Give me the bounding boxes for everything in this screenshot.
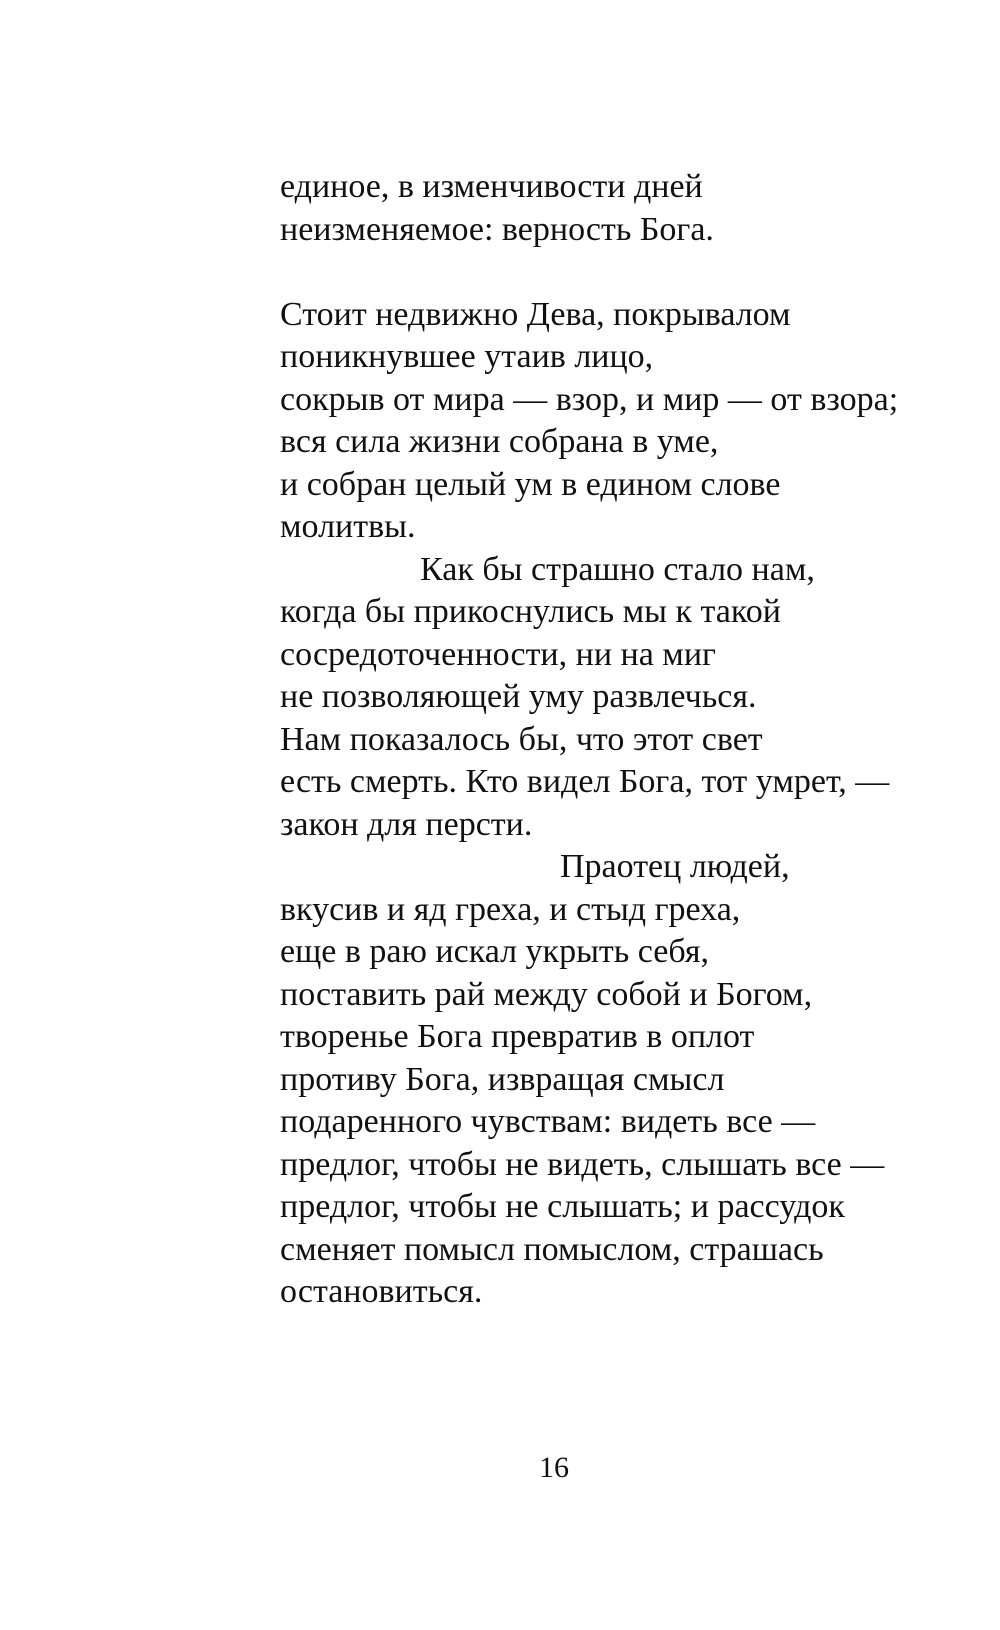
- poem-line: поникнувшее утаив лицо,: [280, 338, 654, 375]
- poem-line: еще в раю искал укрыть себя,: [280, 933, 709, 970]
- poem-line: противу Бога, извращая смысл: [280, 1060, 725, 1098]
- poem-line: не позволяющей уму развлечься.: [280, 678, 757, 715]
- stanza-break: [280, 251, 980, 294]
- poem-line: когда бы прикоснулись мы к такой: [280, 593, 781, 630]
- poem-text: [280, 166, 980, 1314]
- poem-line: сосредоточенности, ни на миг: [280, 635, 716, 673]
- poem-line: остановиться.: [280, 1273, 483, 1310]
- poem-line: предлог, чтобы не видеть, слышать все —: [280, 1145, 885, 1183]
- poem-line: единое, в изменчивости дней: [280, 168, 703, 205]
- poem-line: закон для персти.: [280, 805, 533, 843]
- poem-line: Стоит недвижно Дева, покрывалом: [280, 295, 791, 333]
- poem-line: вся сила жизни собрана в уме,: [280, 423, 719, 460]
- poem-line: и собран целый ум в едином слове: [280, 465, 781, 503]
- poem-line: неизменяемое: верность Бога.: [280, 210, 714, 248]
- poem-line: Как бы страшно стало нам,: [420, 550, 815, 588]
- poem-line: подаренного чувствам: видеть все —: [280, 1103, 816, 1140]
- poem-line: молитвы.: [280, 508, 416, 545]
- poem-line: сменяет помысл помыслом, страшась: [280, 1230, 824, 1268]
- page-number: 16: [539, 1451, 569, 1484]
- poem-line: есть смерть. Кто видел Бога, тот умрет, —: [280, 763, 890, 800]
- poem-line: вкусив и яд греха, и стыд греха,: [280, 890, 741, 928]
- poem-line: поставить рай между собой и Богом,: [280, 975, 813, 1013]
- poem-line: творенье Бога превратив в оплот: [280, 1018, 755, 1055]
- poem-line: Нам показалось бы, что этот свет: [280, 720, 763, 758]
- poem-line: Праотец людей,: [560, 848, 790, 885]
- poem-line: сокрыв от мира — взор, и мир — от взора;: [280, 380, 899, 418]
- poem-line: предлог, чтобы не слышать; и рассудок: [280, 1188, 845, 1225]
